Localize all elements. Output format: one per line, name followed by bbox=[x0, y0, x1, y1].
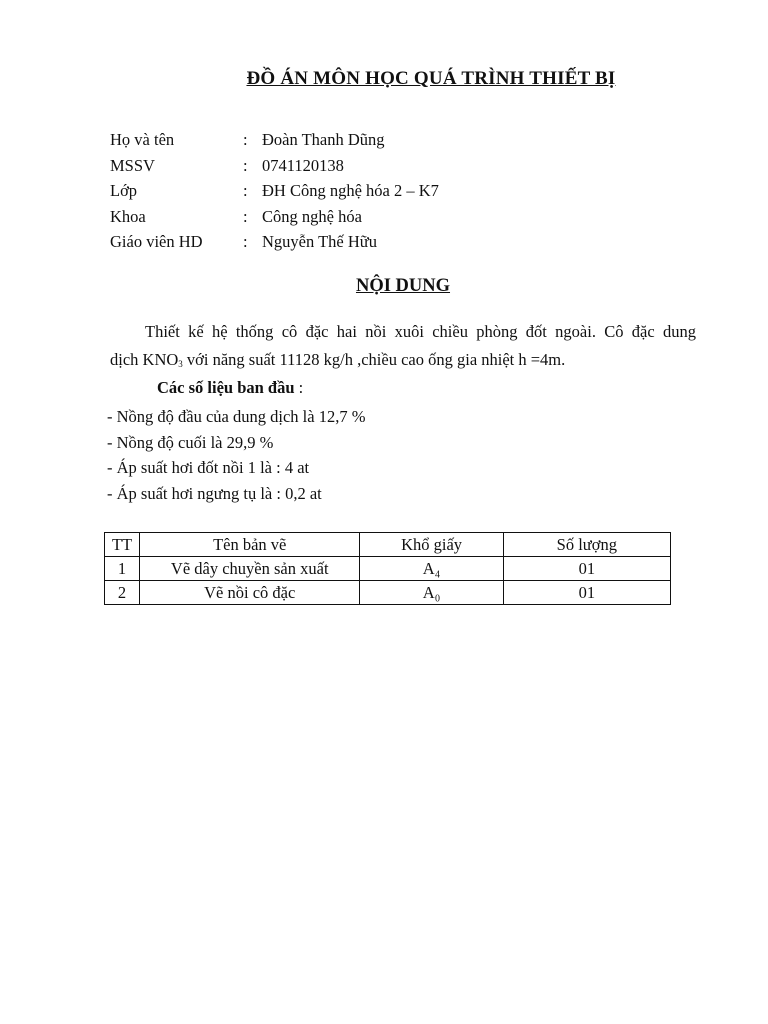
params-heading-suffix: : bbox=[294, 378, 304, 397]
table-row bbox=[105, 557, 671, 581]
info-label: Giáo viên HD bbox=[110, 232, 203, 251]
table-header-row bbox=[105, 533, 671, 557]
params-heading bbox=[157, 378, 303, 398]
table-cell: 01 bbox=[503, 557, 670, 581]
table-cell: A₀ bbox=[360, 581, 503, 605]
table-header-cell: Số lượng bbox=[503, 533, 670, 557]
table-cell: 1 bbox=[105, 557, 140, 581]
info-label: Lớp bbox=[110, 181, 138, 200]
info-colon: : bbox=[243, 232, 248, 251]
info-colon: : bbox=[243, 181, 248, 200]
info-colon: : bbox=[243, 130, 248, 149]
student-info bbox=[110, 127, 439, 255]
section-title: NỘI DUNG bbox=[355, 276, 451, 296]
task-description-line-2 bbox=[110, 346, 696, 378]
params-list bbox=[107, 404, 365, 506]
table-cell: 01 bbox=[503, 581, 670, 605]
table-header-cell: Tên bản vẽ bbox=[140, 533, 360, 557]
info-label: Họ và tên bbox=[110, 130, 175, 149]
info-label: MSSV bbox=[110, 155, 155, 175]
param-item: - Áp suất hơi ngưng tụ là : 0,2 at bbox=[107, 483, 322, 503]
table-header-cell: Khổ giấy bbox=[360, 533, 503, 557]
task-description-line-1: Thiết kế hệ thống cô đặc hai nồi xuôi chiều phòng đốt ngoài. Cô đặc dung bbox=[145, 322, 696, 341]
info-row-student-id bbox=[110, 153, 439, 179]
info-row-faculty bbox=[110, 204, 439, 230]
info-colon: : bbox=[243, 206, 248, 226]
params-heading-text: Các số liệu ban đầu bbox=[157, 378, 295, 397]
task-text: dịch KNO bbox=[110, 350, 179, 369]
info-value: Công nghệ hóa bbox=[262, 206, 362, 226]
info-value: 0741120138 bbox=[262, 155, 344, 175]
document-title: ĐỒ ÁN MÔN HỌC QUÁ TRÌNH THIẾT BỊ bbox=[246, 68, 616, 89]
info-row-class bbox=[110, 178, 439, 204]
info-value: Đoàn Thanh Dũng bbox=[262, 130, 385, 149]
info-label: Khoa bbox=[110, 206, 146, 226]
param-item: - Áp suất hơi đốt nồi 1 là : 4 at bbox=[107, 458, 310, 477]
table-cell: A₄ bbox=[360, 557, 503, 581]
info-value: Nguyễn Thế Hữu bbox=[262, 232, 377, 251]
table-cell: Vẽ dây chuyền sản xuất bbox=[140, 557, 360, 581]
table-cell: Vẽ nồi cô đặc bbox=[140, 581, 360, 605]
task-text: với năng suất 11128 kg/h ,chiều cao ống gia nhiệt h =4m. bbox=[182, 350, 566, 369]
param-item: - Nồng độ cuối là 29,9 % bbox=[107, 432, 274, 452]
table-cell: 2 bbox=[105, 581, 140, 605]
info-colon: : bbox=[243, 155, 248, 175]
subscript: 3 bbox=[178, 359, 183, 369]
table-header-cell: TT bbox=[105, 533, 140, 557]
info-row-supervisor bbox=[110, 229, 439, 255]
info-value: ĐH Công nghệ hóa 2 – K7 bbox=[262, 181, 439, 200]
info-row-name bbox=[110, 127, 439, 153]
drawings-table bbox=[104, 532, 671, 605]
param-item: - Nồng độ đầu của dung dịch là 12,7 % bbox=[107, 407, 366, 426]
task-description bbox=[110, 318, 696, 378]
table-row bbox=[105, 581, 671, 605]
